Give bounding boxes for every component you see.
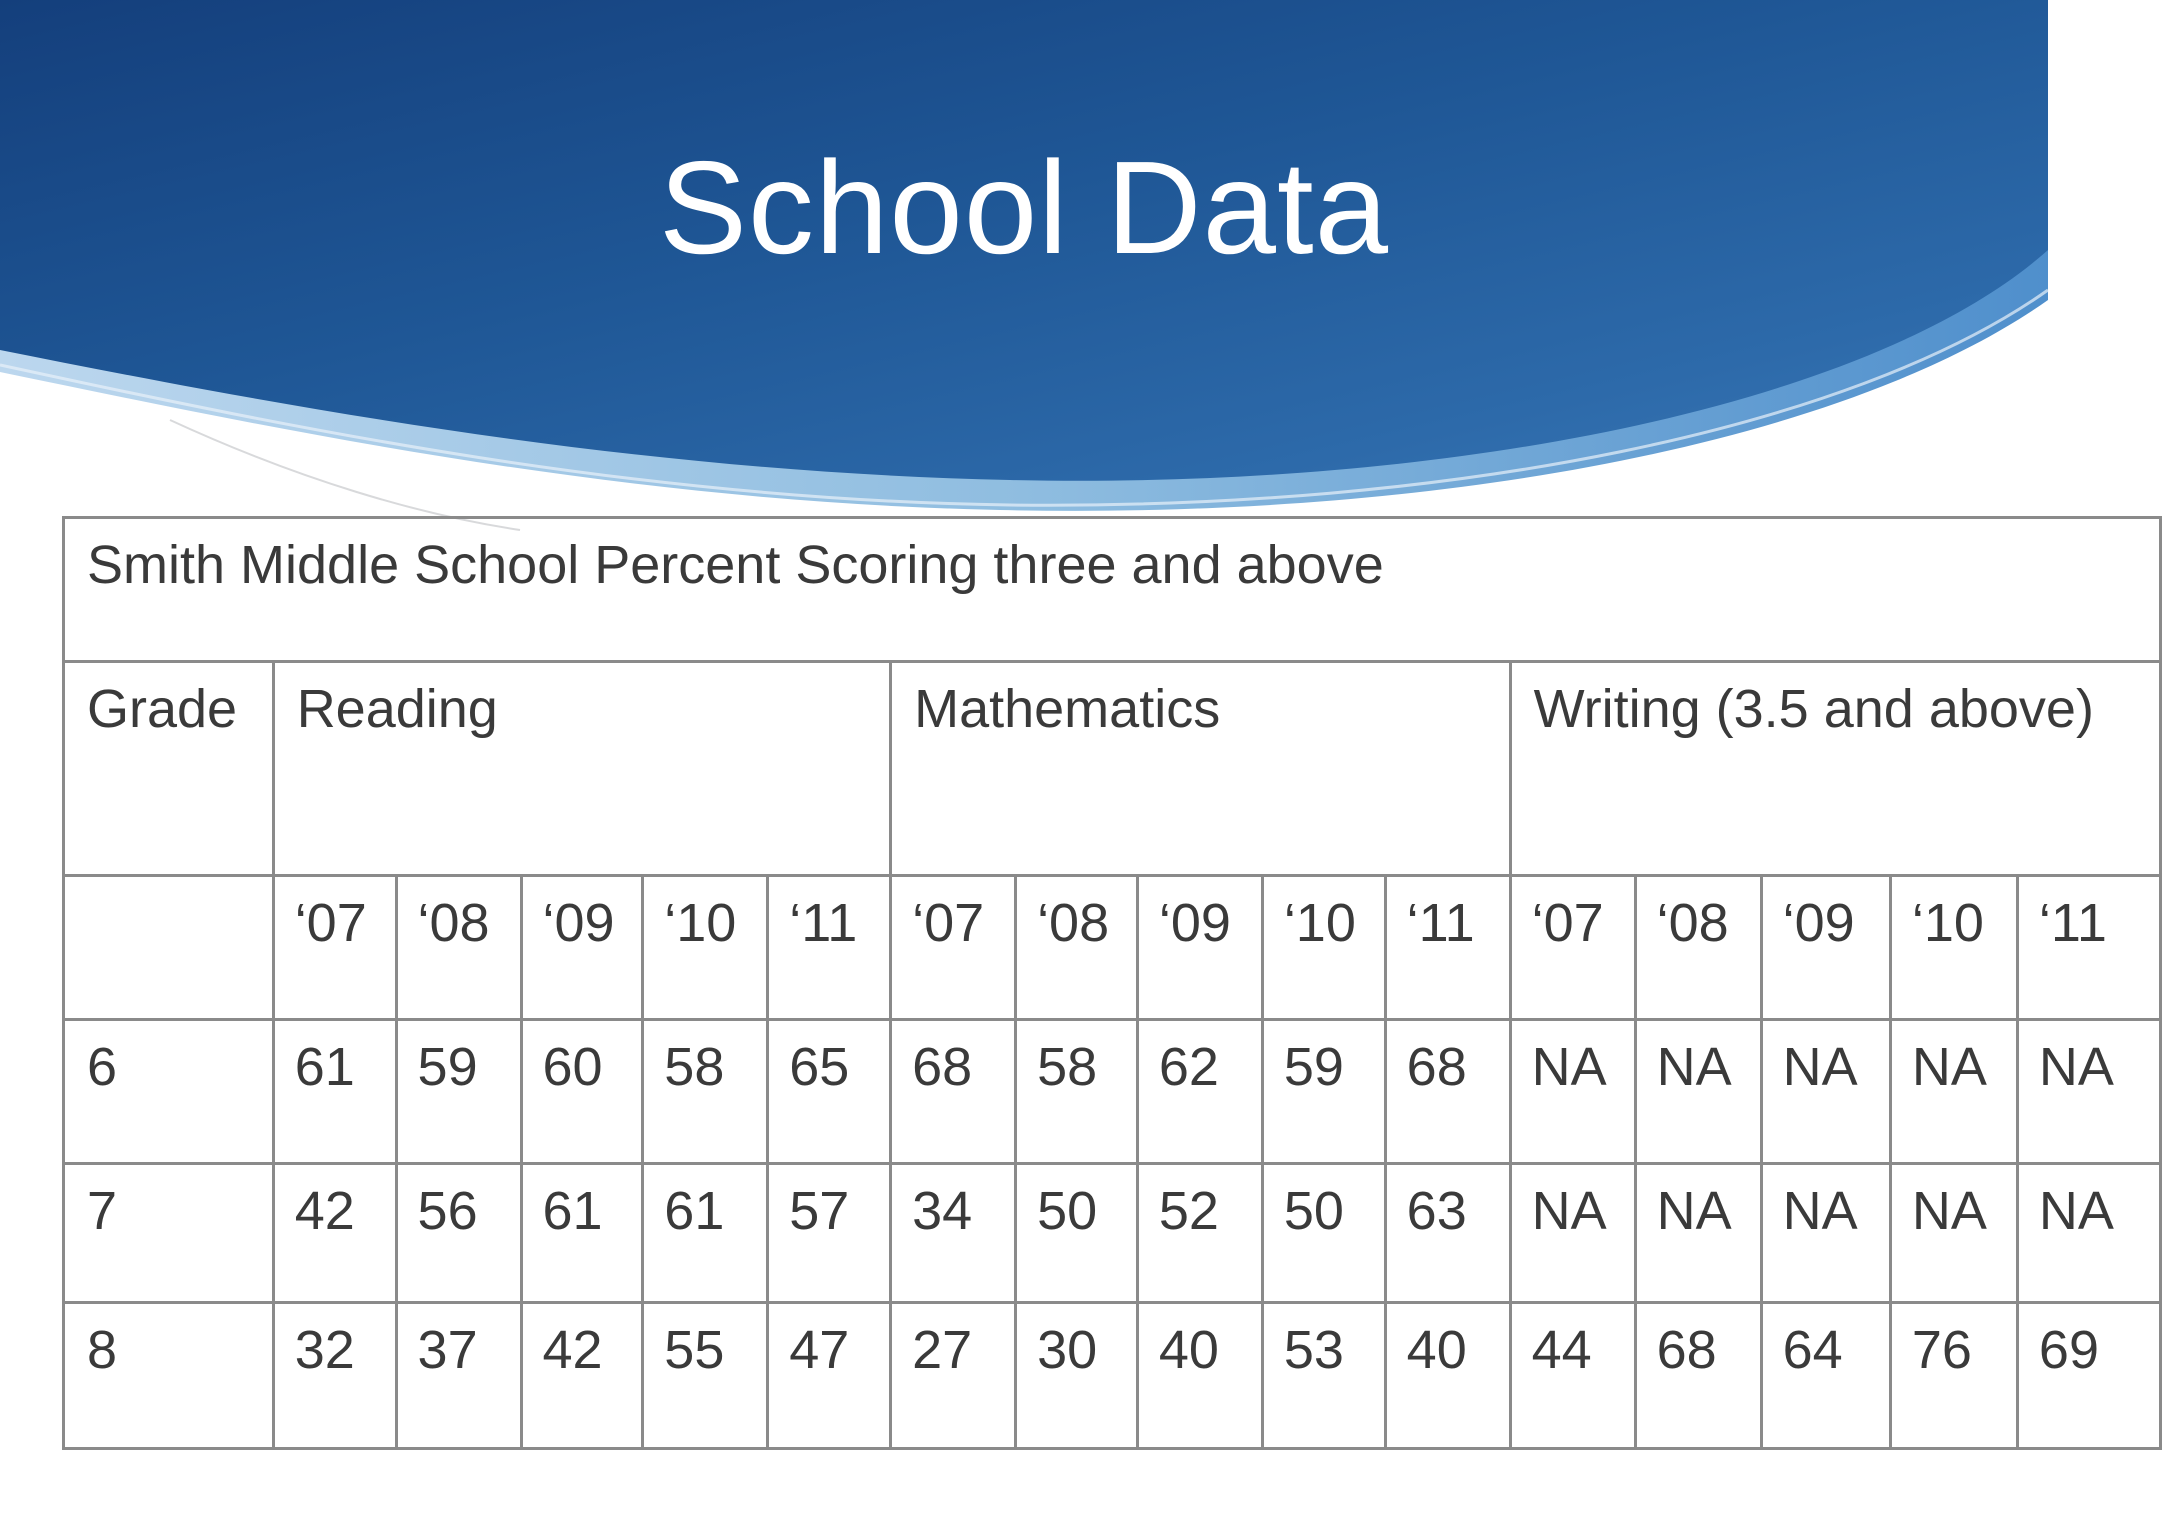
mathematics-score-cell: 68 — [891, 1020, 1016, 1164]
subject-header-mathematics: Mathematics — [891, 662, 1511, 876]
reading-score-cell: 42 — [273, 1164, 396, 1303]
year-header-mathematics: ‘10 — [1262, 876, 1385, 1020]
year-header-writing: ‘07 — [1510, 876, 1635, 1020]
mathematics-score-cell: 40 — [1137, 1303, 1262, 1449]
mathematics-score-cell: 58 — [1016, 1020, 1138, 1164]
writing-score-cell: 44 — [1510, 1303, 1635, 1449]
subject-header-row — [64, 662, 2161, 876]
writing-score-cell: 68 — [1635, 1303, 1761, 1449]
year-header-writing: ‘11 — [2017, 876, 2160, 1020]
reading-score-cell: 60 — [521, 1020, 643, 1164]
subject-header-writing: Writing (3.5 and above) — [1510, 662, 2160, 876]
writing-score-cell: NA — [1635, 1164, 1761, 1303]
mathematics-score-cell: 63 — [1385, 1164, 1510, 1303]
year-header-reading: ‘09 — [521, 876, 643, 1020]
writing-score-cell: NA — [1890, 1164, 2017, 1303]
grade-header: Grade — [64, 662, 274, 876]
reading-score-cell: 61 — [643, 1164, 768, 1303]
writing-score-cell: NA — [1761, 1164, 1890, 1303]
table-row — [64, 1164, 2161, 1303]
mathematics-score-cell: 40 — [1385, 1303, 1510, 1449]
writing-score-cell: NA — [2017, 1164, 2160, 1303]
data-table-container — [62, 516, 2114, 1448]
grade-cell: 6 — [64, 1020, 274, 1164]
year-header-writing: ‘08 — [1635, 876, 1761, 1020]
writing-score-cell: NA — [2017, 1020, 2160, 1164]
reading-score-cell: 65 — [768, 1020, 891, 1164]
slide-title: School Data — [658, 134, 1390, 281]
table-row — [64, 1020, 2161, 1164]
mathematics-score-cell: 62 — [1137, 1020, 1262, 1164]
mathematics-score-cell: 50 — [1262, 1164, 1385, 1303]
subject-header-reading: Reading — [273, 662, 890, 876]
mathematics-score-cell: 50 — [1016, 1164, 1138, 1303]
writing-score-cell: NA — [1635, 1020, 1761, 1164]
caption-row — [64, 518, 2161, 662]
score-table — [62, 516, 2162, 1450]
year-header-reading: ‘07 — [273, 876, 396, 1020]
reading-score-cell: 32 — [273, 1303, 396, 1449]
year-header-mathematics: ‘09 — [1137, 876, 1262, 1020]
reading-score-cell: 55 — [643, 1303, 768, 1449]
writing-score-cell: 64 — [1761, 1303, 1890, 1449]
mathematics-score-cell: 52 — [1137, 1164, 1262, 1303]
reading-score-cell: 61 — [273, 1020, 396, 1164]
reading-score-cell: 57 — [768, 1164, 891, 1303]
table-row — [64, 1303, 2161, 1449]
reading-score-cell: 61 — [521, 1164, 643, 1303]
year-header-reading: ‘11 — [768, 876, 891, 1020]
table-caption: Smith Middle School Percent Scoring three and above — [64, 518, 2161, 662]
reading-score-cell: 37 — [396, 1303, 521, 1449]
writing-score-cell: NA — [1510, 1164, 1635, 1303]
mathematics-score-cell: 68 — [1385, 1020, 1510, 1164]
reading-score-cell: 56 — [396, 1164, 521, 1303]
writing-score-cell: NA — [1761, 1020, 1890, 1164]
year-header-mathematics: ‘11 — [1385, 876, 1510, 1020]
grade-cell: 8 — [64, 1303, 274, 1449]
year-header-row — [64, 876, 2161, 1020]
year-row-blank-cell — [64, 876, 274, 1020]
mathematics-score-cell: 30 — [1016, 1303, 1138, 1449]
mathematics-score-cell: 27 — [891, 1303, 1016, 1449]
year-header-reading: ‘08 — [396, 876, 521, 1020]
year-header-mathematics: ‘07 — [891, 876, 1016, 1020]
reading-score-cell: 47 — [768, 1303, 891, 1449]
reading-score-cell: 59 — [396, 1020, 521, 1164]
year-header-reading: ‘10 — [643, 876, 768, 1020]
writing-score-cell: 76 — [1890, 1303, 2017, 1449]
mathematics-score-cell: 34 — [891, 1164, 1016, 1303]
year-header-writing: ‘09 — [1761, 876, 1890, 1020]
mathematics-score-cell: 53 — [1262, 1303, 1385, 1449]
grade-cell: 7 — [64, 1164, 274, 1303]
reading-score-cell: 42 — [521, 1303, 643, 1449]
writing-score-cell: NA — [1890, 1020, 2017, 1164]
mathematics-score-cell: 59 — [1262, 1020, 1385, 1164]
year-header-mathematics: ‘08 — [1016, 876, 1138, 1020]
writing-score-cell: NA — [1510, 1020, 1635, 1164]
reading-score-cell: 58 — [643, 1020, 768, 1164]
year-header-writing: ‘10 — [1890, 876, 2017, 1020]
writing-score-cell: 69 — [2017, 1303, 2160, 1449]
